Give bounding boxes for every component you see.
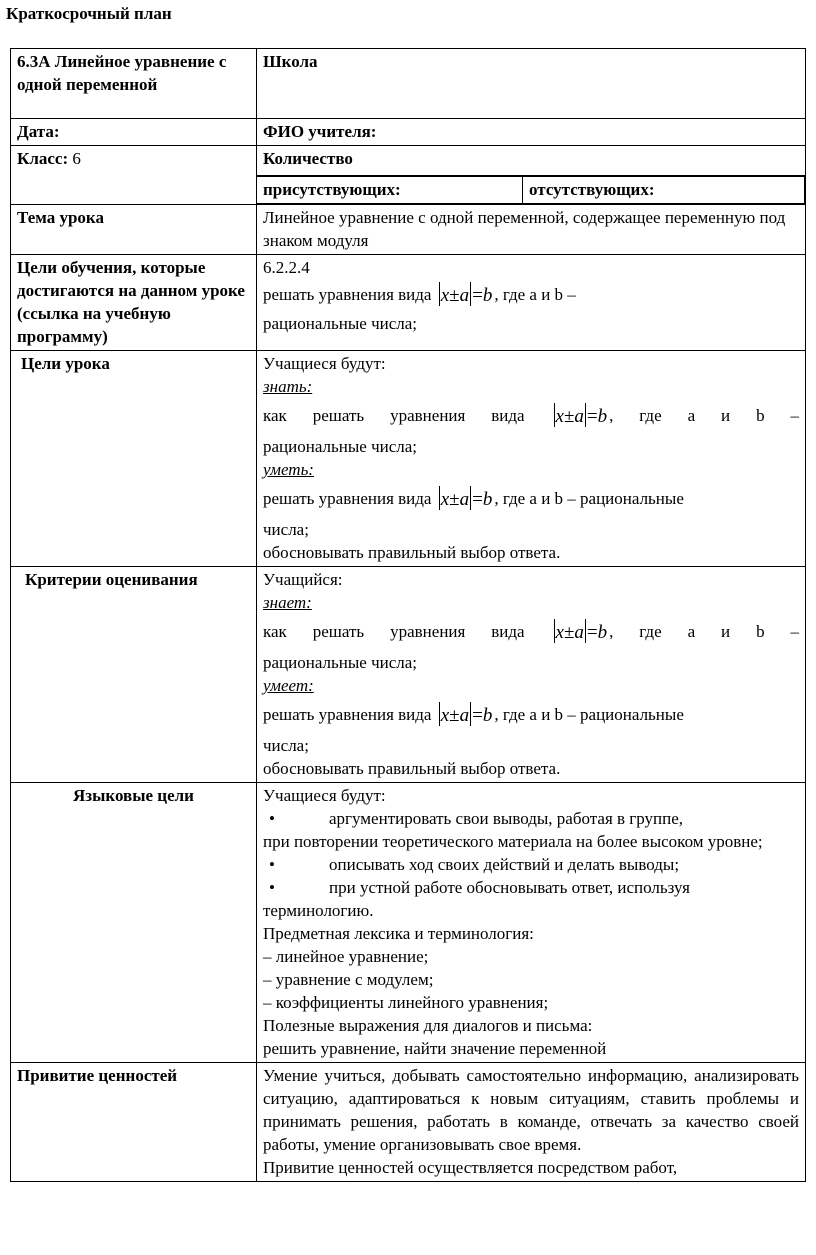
values-row	[11, 1063, 806, 1182]
quantity-label: Количество	[257, 146, 805, 176]
abs-equation: x±a =b	[551, 615, 610, 651]
lesson-goals-label: Цели урока	[11, 351, 257, 567]
vocab-title: Предметная лексика и терминология:	[263, 924, 534, 943]
class-label: Класс:	[17, 149, 69, 168]
date-cell: Дата:	[11, 119, 257, 146]
lesson-goals-value	[257, 351, 806, 567]
language-goals-label: Языковые цели	[11, 783, 257, 1063]
criteria-justify: обосновывать правильный выбор ответа.	[263, 759, 561, 778]
bullet-item: • описывать ход своих действий и делать выводы;	[263, 853, 799, 876]
lesson-goals-intro: Учащиеся будут:	[263, 354, 386, 373]
bullet-icon: •	[269, 809, 275, 828]
know-label: знать:	[263, 377, 313, 396]
can-line: решать уравнения вида x±a =b , где a и b – рациональные	[263, 481, 799, 518]
school-cell: Школа	[257, 49, 806, 119]
present-label: присутствующих:	[257, 177, 523, 204]
phrases-title: Полезные выражения для диалогов и письма:	[263, 1016, 593, 1035]
learning-goals-row	[11, 255, 806, 351]
absent-label: отсутствующих:	[523, 177, 805, 204]
lesson-goals-row	[11, 351, 806, 567]
vocab-item: – линейное уравнение;	[263, 947, 429, 966]
lesson-topic-row	[11, 205, 806, 255]
learning-goals-tail: рациональные числа;	[263, 314, 418, 333]
abs-equation: x±a =b	[436, 280, 495, 312]
document-title: Краткосрочный план	[6, 4, 172, 23]
lesson-topic-value: Линейное уравнение с одной переменной, содержащее переменную под знаком модуля	[257, 205, 806, 255]
bullet-icon: •	[269, 855, 275, 874]
topic-code-cell: 6.3А Линейное уравнение с одной переменной	[11, 49, 257, 119]
learning-goals-suffix: , где a и b –	[494, 285, 576, 304]
bullet-icon: •	[269, 878, 275, 897]
justify-text: обосновывать правильный выбор ответа.	[263, 543, 561, 562]
abs-equation: x±a =b	[436, 698, 495, 734]
knows-tail: рациональные числа;	[263, 653, 418, 672]
can-tail: числа;	[263, 520, 309, 539]
learning-goals-line	[263, 279, 799, 312]
able-line: решать уравнения вида x±a =b , где a и b – рациональные	[263, 697, 799, 734]
class-row	[11, 146, 806, 205]
values-text: Умение учиться, добывать самостоятельно информацию, анализировать ситуацию, адаптироваться к новым ситуациям, ставить проблемы и принимать решения, работать в команде, отвечать за качество своей работы, умение организовывать свое время.	[263, 1066, 799, 1154]
knows-label: знает:	[263, 593, 312, 612]
vocab-item: – коэффициенты линейного уравнения;	[263, 993, 549, 1012]
values-text-2: Привитие ценностей осуществляется посредством работ,	[263, 1158, 678, 1177]
able-label: умеет:	[263, 676, 314, 695]
vocab-item: – уравнение с модулем;	[263, 970, 434, 989]
learning-goals-label: Цели обучения, которые достигаются на данном уроке (ссылка на учебную программу)	[11, 255, 257, 351]
bullet-item: • аргументировать свои выводы, работая в группе,	[263, 807, 799, 830]
teacher-cell: ФИО учителя:	[257, 119, 806, 146]
criteria-value	[257, 567, 806, 783]
quantity-cell	[257, 146, 806, 205]
able-tail: числа;	[263, 736, 309, 755]
learning-goals-value	[257, 255, 806, 351]
learning-goals-code: 6.2.2.4	[263, 258, 310, 277]
abs-equation: x±a =b	[551, 399, 610, 435]
lesson-plan-table	[10, 48, 806, 1182]
bullet-1-cont: при повторении теоретического материала на более высоком уровне;	[263, 832, 763, 851]
criteria-intro: Учащийся:	[263, 570, 343, 589]
know-line: как решать уравнения вида x±a =b , где a и b –	[263, 398, 799, 435]
lesson-topic-label: Тема урока	[11, 205, 257, 255]
language-intro: Учащиеся будут:	[263, 786, 386, 805]
phrases-text: решить уравнение, найти значение переменной	[263, 1039, 607, 1058]
learning-goals-prefix: решать уравнения вида	[263, 285, 432, 304]
criteria-row	[11, 567, 806, 783]
date-row	[11, 119, 806, 146]
class-cell	[11, 146, 257, 205]
attendance-table	[257, 176, 805, 204]
know-tail: рациональные числа;	[263, 437, 418, 456]
knows-line: как решать уравнения вида x±a =b , где a и b –	[263, 614, 799, 651]
language-goals-row	[11, 783, 806, 1063]
values-value	[257, 1063, 806, 1182]
abs-equation: x±a =b	[436, 482, 495, 518]
bullet-item: • при устной работе обосновывать ответ, используя	[263, 876, 799, 899]
values-label: Привитие ценностей	[11, 1063, 257, 1182]
class-value: 6	[72, 149, 81, 168]
bullet-3-cont: терминологию.	[263, 901, 374, 920]
topic-row	[11, 49, 806, 119]
can-label: уметь:	[263, 460, 314, 479]
language-goals-value	[257, 783, 806, 1063]
criteria-label: Критерии оценивания	[11, 567, 257, 783]
